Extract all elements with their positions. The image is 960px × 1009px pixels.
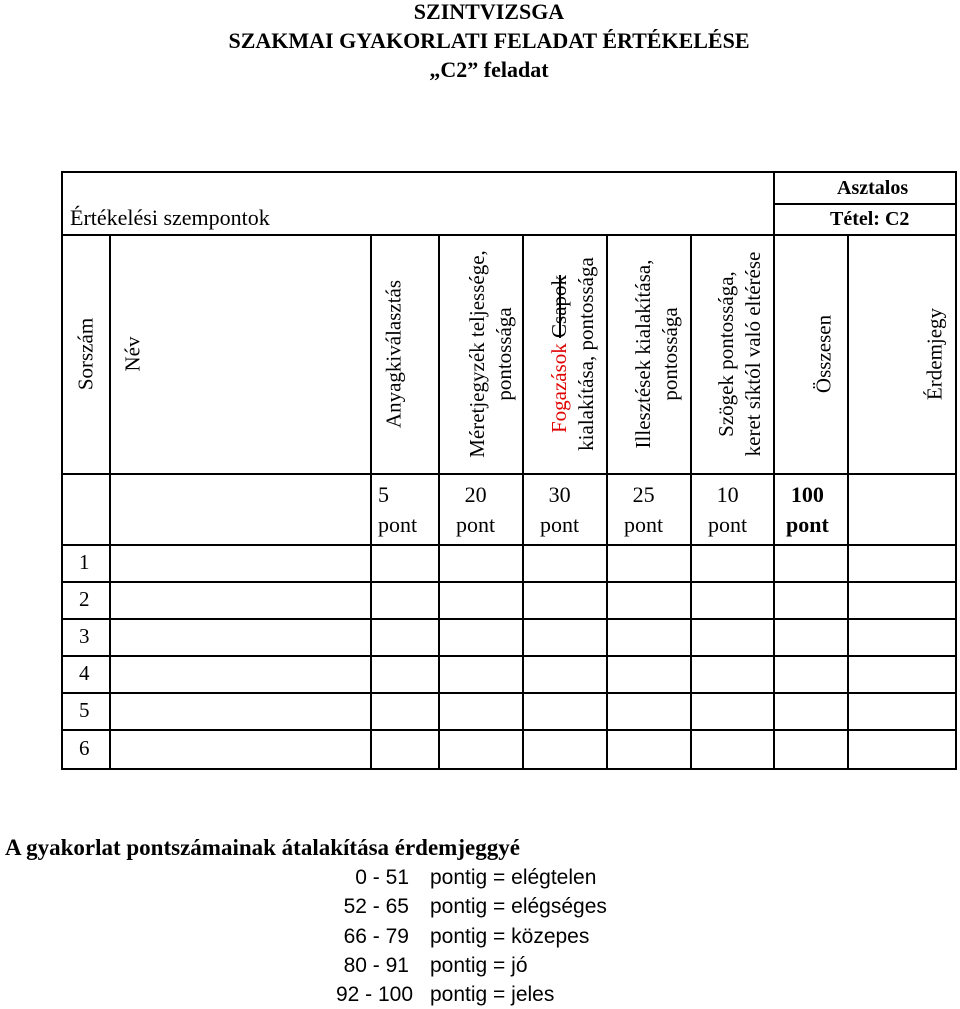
conversion-title: A gyakorlat pontszámainak átalakítása érdemjeggyé — [5, 835, 520, 860]
item-label: Tétel: C2 — [830, 208, 910, 230]
row-divider — [61, 655, 957, 657]
column-divider — [606, 234, 608, 770]
criteria-label: Értékelési szempontok — [70, 205, 270, 230]
points-fitting: 25 pont — [624, 482, 664, 537]
points-material: 5 pont — [378, 482, 418, 537]
points-joints: 30 pont — [540, 482, 580, 537]
table-row-number: 4 — [79, 661, 90, 685]
column-divider — [847, 234, 849, 770]
column-divider — [109, 234, 111, 770]
task-title: „C2” feladat — [429, 57, 549, 82]
column-divider — [522, 234, 524, 770]
points-total: 100 pont — [786, 482, 829, 537]
column-divider — [438, 234, 440, 770]
table-border-right — [955, 171, 957, 770]
trade-label: Asztalos — [837, 177, 909, 199]
table-row-number: 2 — [79, 587, 90, 611]
table-border-top — [61, 171, 957, 173]
column-header-bottom — [61, 473, 957, 475]
row-divider — [61, 581, 957, 583]
table-row-number: 6 — [79, 736, 90, 760]
header-divider-trade — [773, 203, 957, 205]
row-divider — [61, 618, 957, 620]
table-row-number: 3 — [79, 624, 90, 648]
column-divider — [370, 234, 372, 770]
column-header-joints: Fogazások Csapok kialakítása, pontossága — [547, 257, 598, 451]
table-border-left — [61, 171, 63, 770]
column-divider — [690, 234, 692, 770]
column-header-total: Összesen — [811, 314, 836, 394]
column-header-grade: Érdemjegy — [922, 307, 947, 401]
points-row-bottom — [61, 544, 957, 546]
page-title: SZINTVIZSGA — [413, 0, 565, 24]
column-header-serial: Sorszám — [73, 317, 98, 391]
table-border-bottom — [61, 768, 957, 770]
column-divider — [773, 171, 775, 770]
points-drawing: 20 pont — [456, 482, 496, 537]
header-divider — [61, 234, 957, 236]
table-row-number: 5 — [79, 698, 90, 722]
column-header-material: Anyagkiválasztás — [381, 279, 406, 429]
row-divider — [61, 692, 957, 694]
column-header-fitting: Illesztések kialakítása, pontossága — [631, 259, 682, 449]
column-header-name: Név — [120, 336, 145, 372]
table-row-number: 1 — [79, 550, 90, 574]
column-header-drawing: Méretjegyzék teljessége, pontossága — [465, 250, 516, 458]
row-divider — [61, 729, 957, 731]
column-header-angles: Szögek pontossága, keret síktól való eltérése — [714, 251, 765, 457]
page-subtitle: SZAKMAI GYAKORLATI FELADAT ÉRTÉKELÉSE — [228, 28, 750, 53]
points-angles: 10 pont — [708, 482, 748, 537]
